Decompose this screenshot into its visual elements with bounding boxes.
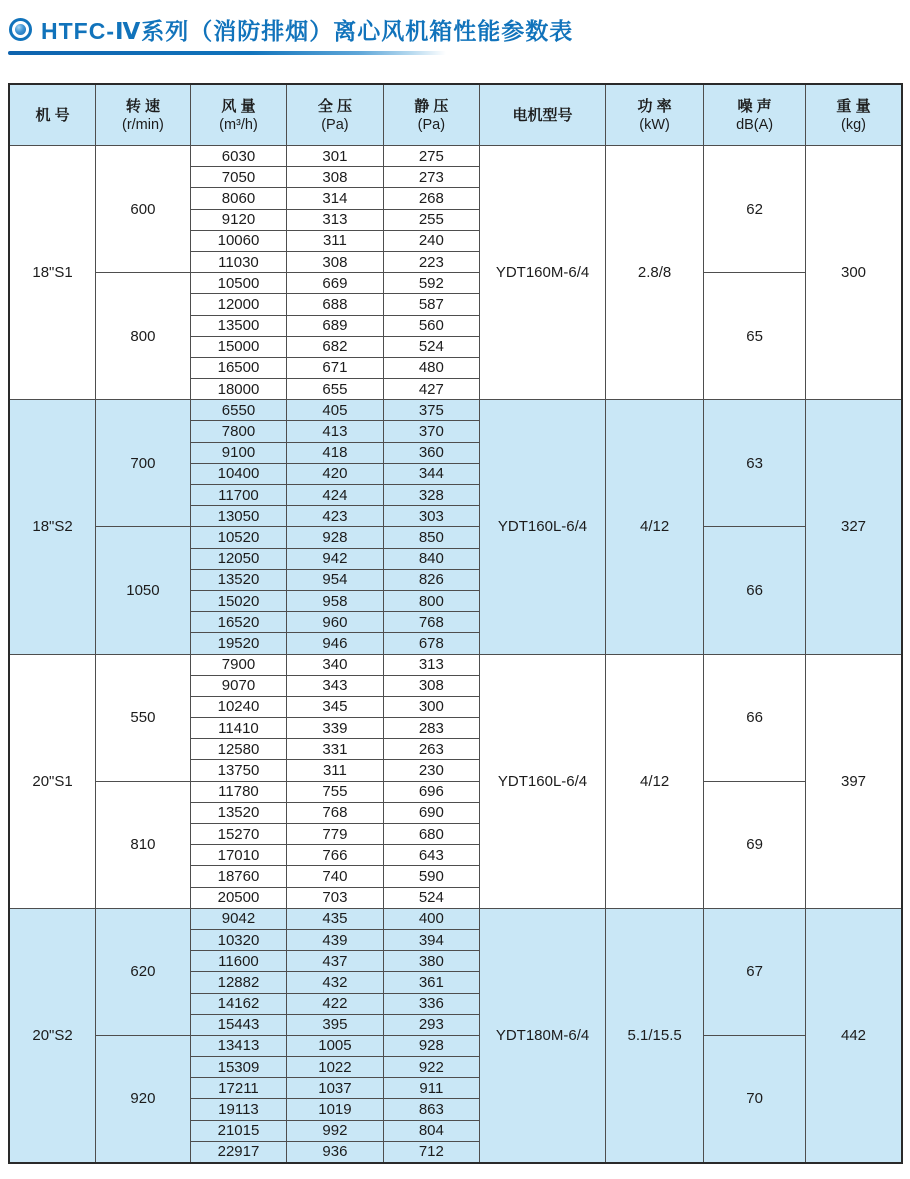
total-pressure-cell: 1005 xyxy=(287,1035,383,1056)
col-header-speed-unit: (r/min) xyxy=(121,116,164,133)
flow-cell: 15270 xyxy=(190,824,286,845)
static-pressure-cell: 590 xyxy=(383,866,479,887)
total-pressure-cell: 703 xyxy=(287,887,383,908)
table-body xyxy=(9,146,902,1164)
total-pressure-cell: 435 xyxy=(287,908,383,929)
total-pressure-cell: 314 xyxy=(287,188,383,209)
flow-cell: 11700 xyxy=(190,485,286,506)
col-header-speed xyxy=(96,84,191,146)
total-pressure-cell: 339 xyxy=(287,718,383,739)
flow-cell: 12050 xyxy=(190,548,286,569)
static-pressure-cell: 524 xyxy=(383,887,479,908)
static-pressure-cell: 283 xyxy=(383,718,479,739)
static-pressure-cell: 480 xyxy=(383,357,479,378)
total-pressure-cell: 422 xyxy=(287,993,383,1014)
static-pressure-cell: 361 xyxy=(383,972,479,993)
data-row xyxy=(9,1035,902,1056)
noise-cell: 66 xyxy=(704,654,806,781)
noise-cell: 66 xyxy=(704,527,806,654)
col-header-flow-label: 风 量 xyxy=(221,97,256,115)
weight-cell: 442 xyxy=(806,908,903,1163)
data-row xyxy=(9,146,902,167)
total-pressure-cell: 311 xyxy=(287,230,383,251)
static-pressure-cell: 690 xyxy=(383,802,479,823)
col-header-weight-label: 重 量 xyxy=(836,97,871,115)
flow-cell: 15443 xyxy=(190,1014,286,1035)
total-pressure-cell: 671 xyxy=(287,357,383,378)
flow-cell: 9120 xyxy=(190,209,286,230)
total-pressure-cell: 755 xyxy=(287,781,383,802)
weight-cell: 327 xyxy=(806,400,903,654)
total-pressure-cell: 946 xyxy=(287,633,383,654)
flow-cell: 15000 xyxy=(190,336,286,357)
page-title: HTFC-Ⅳ系列（消防排烟）离心风机箱性能参数表 xyxy=(41,18,574,44)
flow-cell: 18760 xyxy=(190,866,286,887)
total-pressure-cell: 437 xyxy=(287,951,383,972)
total-pressure-cell: 992 xyxy=(287,1120,383,1141)
col-header-noise-label: 噪 声 xyxy=(737,97,772,115)
speed-cell: 600 xyxy=(96,146,191,273)
total-pressure-cell: 689 xyxy=(287,315,383,336)
static-pressure-cell: 804 xyxy=(383,1120,479,1141)
flow-cell: 15020 xyxy=(190,590,286,611)
flow-cell: 14162 xyxy=(190,993,286,1014)
flow-cell: 10520 xyxy=(190,527,286,548)
static-pressure-cell: 427 xyxy=(383,379,479,400)
static-pressure-cell: 911 xyxy=(383,1078,479,1099)
static-pressure-cell: 400 xyxy=(383,908,479,929)
total-pressure-cell: 405 xyxy=(287,400,383,421)
noise-cell: 69 xyxy=(704,781,806,908)
noise-cell: 63 xyxy=(704,400,806,527)
col-header-motor-label: 电机型号 xyxy=(512,106,573,124)
col-header-motor xyxy=(480,84,606,146)
total-pressure-cell: 779 xyxy=(287,824,383,845)
col-header-weight-unit: (kg) xyxy=(841,116,866,133)
static-pressure-cell: 826 xyxy=(383,569,479,590)
speed-cell: 620 xyxy=(96,908,191,1035)
col-header-flow-unit: (m³/h) xyxy=(219,116,258,133)
static-pressure-cell: 592 xyxy=(383,273,479,294)
total-pressure-cell: 928 xyxy=(287,527,383,548)
total-pressure-cell: 395 xyxy=(287,1014,383,1035)
col-header-noise-unit: dB(A) xyxy=(736,116,774,133)
col-header-flow xyxy=(190,84,286,146)
flow-cell: 17010 xyxy=(190,845,286,866)
flow-cell: 7900 xyxy=(190,654,286,675)
noise-cell: 65 xyxy=(704,273,806,400)
total-pressure-cell: 340 xyxy=(287,654,383,675)
model-cell: 18"S1 xyxy=(9,146,96,400)
title-underline xyxy=(8,51,446,55)
bullseye-icon-core xyxy=(15,24,26,35)
flow-cell: 10500 xyxy=(190,273,286,294)
fan-performance-table xyxy=(8,83,903,1164)
total-pressure-cell: 766 xyxy=(287,845,383,866)
static-pressure-cell: 380 xyxy=(383,951,479,972)
static-pressure-cell: 263 xyxy=(383,739,479,760)
static-pressure-cell: 850 xyxy=(383,527,479,548)
static-pressure-cell: 560 xyxy=(383,315,479,336)
static-pressure-cell: 360 xyxy=(383,442,479,463)
flow-cell: 19113 xyxy=(190,1099,286,1120)
data-row xyxy=(9,273,902,294)
flow-cell: 21015 xyxy=(190,1120,286,1141)
flow-cell: 10060 xyxy=(190,230,286,251)
total-pressure-cell: 308 xyxy=(287,167,383,188)
static-pressure-cell: 922 xyxy=(383,1057,479,1078)
col-header-static-pressure-unit: (Pa) xyxy=(417,116,446,133)
flow-cell: 11030 xyxy=(190,251,286,272)
flow-cell: 15309 xyxy=(190,1057,286,1078)
noise-cell: 62 xyxy=(704,146,806,273)
static-pressure-cell: 680 xyxy=(383,824,479,845)
data-row xyxy=(9,908,902,929)
total-pressure-cell: 424 xyxy=(287,485,383,506)
total-pressure-cell: 682 xyxy=(287,336,383,357)
bullseye-icon xyxy=(9,18,32,41)
weight-cell: 397 xyxy=(806,654,903,908)
static-pressure-cell: 394 xyxy=(383,929,479,950)
static-pressure-cell: 275 xyxy=(383,146,479,167)
static-pressure-cell: 313 xyxy=(383,654,479,675)
static-pressure-cell: 587 xyxy=(383,294,479,315)
data-row xyxy=(9,654,902,675)
power-cell: 5.1/15.5 xyxy=(605,908,703,1163)
flow-cell: 18000 xyxy=(190,379,286,400)
static-pressure-cell: 300 xyxy=(383,696,479,717)
static-pressure-cell: 293 xyxy=(383,1014,479,1035)
flow-cell: 13520 xyxy=(190,802,286,823)
model-cell: 20"S1 xyxy=(9,654,96,908)
col-header-static-pressure xyxy=(383,84,479,146)
speed-cell: 800 xyxy=(96,273,191,400)
flow-cell: 9042 xyxy=(190,908,286,929)
flow-cell: 6030 xyxy=(190,146,286,167)
motor-cell: YDT160M-6/4 xyxy=(480,146,606,400)
static-pressure-cell: 344 xyxy=(383,463,479,484)
static-pressure-cell: 223 xyxy=(383,251,479,272)
static-pressure-cell: 524 xyxy=(383,336,479,357)
model-cell: 20"S2 xyxy=(9,908,96,1163)
total-pressure-cell: 740 xyxy=(287,866,383,887)
total-pressure-cell: 343 xyxy=(287,675,383,696)
weight-cell: 300 xyxy=(806,146,903,400)
flow-cell: 20500 xyxy=(190,887,286,908)
flow-cell: 16500 xyxy=(190,357,286,378)
speed-cell: 920 xyxy=(96,1035,191,1163)
col-header-power-label: 功 率 xyxy=(637,97,672,115)
flow-cell: 11410 xyxy=(190,718,286,739)
total-pressure-cell: 418 xyxy=(287,442,383,463)
total-pressure-cell: 413 xyxy=(287,421,383,442)
static-pressure-cell: 800 xyxy=(383,590,479,611)
flow-cell: 9070 xyxy=(190,675,286,696)
col-header-total-pressure-label: 全 压 xyxy=(317,97,352,115)
total-pressure-cell: 954 xyxy=(287,569,383,590)
static-pressure-cell: 255 xyxy=(383,209,479,230)
flow-cell: 19520 xyxy=(190,633,286,654)
flow-cell: 11600 xyxy=(190,951,286,972)
flow-cell: 13413 xyxy=(190,1035,286,1056)
col-header-weight xyxy=(806,84,903,146)
total-pressure-cell: 768 xyxy=(287,802,383,823)
speed-cell: 700 xyxy=(96,400,191,527)
static-pressure-cell: 328 xyxy=(383,485,479,506)
static-pressure-cell: 696 xyxy=(383,781,479,802)
total-pressure-cell: 1019 xyxy=(287,1099,383,1120)
total-pressure-cell: 958 xyxy=(287,590,383,611)
noise-cell: 70 xyxy=(704,1035,806,1163)
flow-cell: 12000 xyxy=(190,294,286,315)
static-pressure-cell: 712 xyxy=(383,1141,479,1163)
flow-cell: 9100 xyxy=(190,442,286,463)
flow-cell: 7800 xyxy=(190,421,286,442)
col-header-static-pressure-label: 静 压 xyxy=(414,97,449,115)
data-row xyxy=(9,400,902,421)
static-pressure-cell: 375 xyxy=(383,400,479,421)
total-pressure-cell: 423 xyxy=(287,506,383,527)
static-pressure-cell: 678 xyxy=(383,633,479,654)
col-header-model xyxy=(9,84,96,146)
static-pressure-cell: 268 xyxy=(383,188,479,209)
total-pressure-cell: 345 xyxy=(287,696,383,717)
col-header-power-unit: (kW) xyxy=(639,116,670,133)
static-pressure-cell: 336 xyxy=(383,993,479,1014)
flow-cell: 6550 xyxy=(190,400,286,421)
static-pressure-cell: 768 xyxy=(383,612,479,633)
total-pressure-cell: 669 xyxy=(287,273,383,294)
total-pressure-cell: 311 xyxy=(287,760,383,781)
flow-cell: 13750 xyxy=(190,760,286,781)
static-pressure-cell: 643 xyxy=(383,845,479,866)
static-pressure-cell: 928 xyxy=(383,1035,479,1056)
power-cell: 4/12 xyxy=(605,654,703,908)
flow-cell: 17211 xyxy=(190,1078,286,1099)
power-cell: 4/12 xyxy=(605,400,703,654)
total-pressure-cell: 432 xyxy=(287,972,383,993)
flow-cell: 13500 xyxy=(190,315,286,336)
total-pressure-cell: 313 xyxy=(287,209,383,230)
static-pressure-cell: 303 xyxy=(383,506,479,527)
col-header-noise xyxy=(704,84,806,146)
speed-cell: 1050 xyxy=(96,527,191,654)
power-cell: 2.8/8 xyxy=(605,146,703,400)
flow-cell: 22917 xyxy=(190,1141,286,1163)
header-row xyxy=(9,84,902,146)
static-pressure-cell: 863 xyxy=(383,1099,479,1120)
total-pressure-cell: 301 xyxy=(287,146,383,167)
flow-cell: 7050 xyxy=(190,167,286,188)
speed-cell: 550 xyxy=(96,654,191,781)
data-row xyxy=(9,781,902,802)
static-pressure-cell: 230 xyxy=(383,760,479,781)
total-pressure-cell: 936 xyxy=(287,1141,383,1163)
flow-cell: 12882 xyxy=(190,972,286,993)
flow-cell: 12580 xyxy=(190,739,286,760)
static-pressure-cell: 308 xyxy=(383,675,479,696)
col-header-model-label: 机 号 xyxy=(35,106,70,124)
table-header xyxy=(9,84,902,146)
col-header-total-pressure xyxy=(287,84,383,146)
static-pressure-cell: 840 xyxy=(383,548,479,569)
flow-cell: 13520 xyxy=(190,569,286,590)
motor-cell: YDT180M-6/4 xyxy=(480,908,606,1163)
total-pressure-cell: 655 xyxy=(287,379,383,400)
total-pressure-cell: 420 xyxy=(287,463,383,484)
col-header-power xyxy=(605,84,703,146)
total-pressure-cell: 960 xyxy=(287,612,383,633)
flow-cell: 16520 xyxy=(190,612,286,633)
flow-cell: 10400 xyxy=(190,463,286,484)
total-pressure-cell: 942 xyxy=(287,548,383,569)
speed-cell: 810 xyxy=(96,781,191,908)
total-pressure-cell: 688 xyxy=(287,294,383,315)
flow-cell: 10240 xyxy=(190,696,286,717)
motor-cell: YDT160L-6/4 xyxy=(480,400,606,654)
total-pressure-cell: 331 xyxy=(287,739,383,760)
col-header-total-pressure-unit: (Pa) xyxy=(321,116,349,133)
total-pressure-cell: 1037 xyxy=(287,1078,383,1099)
col-header-speed-label: 转 速 xyxy=(125,97,161,115)
model-cell: 18"S2 xyxy=(9,400,96,654)
total-pressure-cell: 439 xyxy=(287,929,383,950)
static-pressure-cell: 370 xyxy=(383,421,479,442)
flow-cell: 10320 xyxy=(190,929,286,950)
total-pressure-cell: 308 xyxy=(287,251,383,272)
noise-cell: 67 xyxy=(704,908,806,1035)
data-row xyxy=(9,527,902,548)
total-pressure-cell: 1022 xyxy=(287,1057,383,1078)
page-header xyxy=(0,0,910,46)
flow-cell: 11780 xyxy=(190,781,286,802)
static-pressure-cell: 273 xyxy=(383,167,479,188)
static-pressure-cell: 240 xyxy=(383,230,479,251)
motor-cell: YDT160L-6/4 xyxy=(480,654,606,908)
flow-cell: 8060 xyxy=(190,188,286,209)
flow-cell: 13050 xyxy=(190,506,286,527)
